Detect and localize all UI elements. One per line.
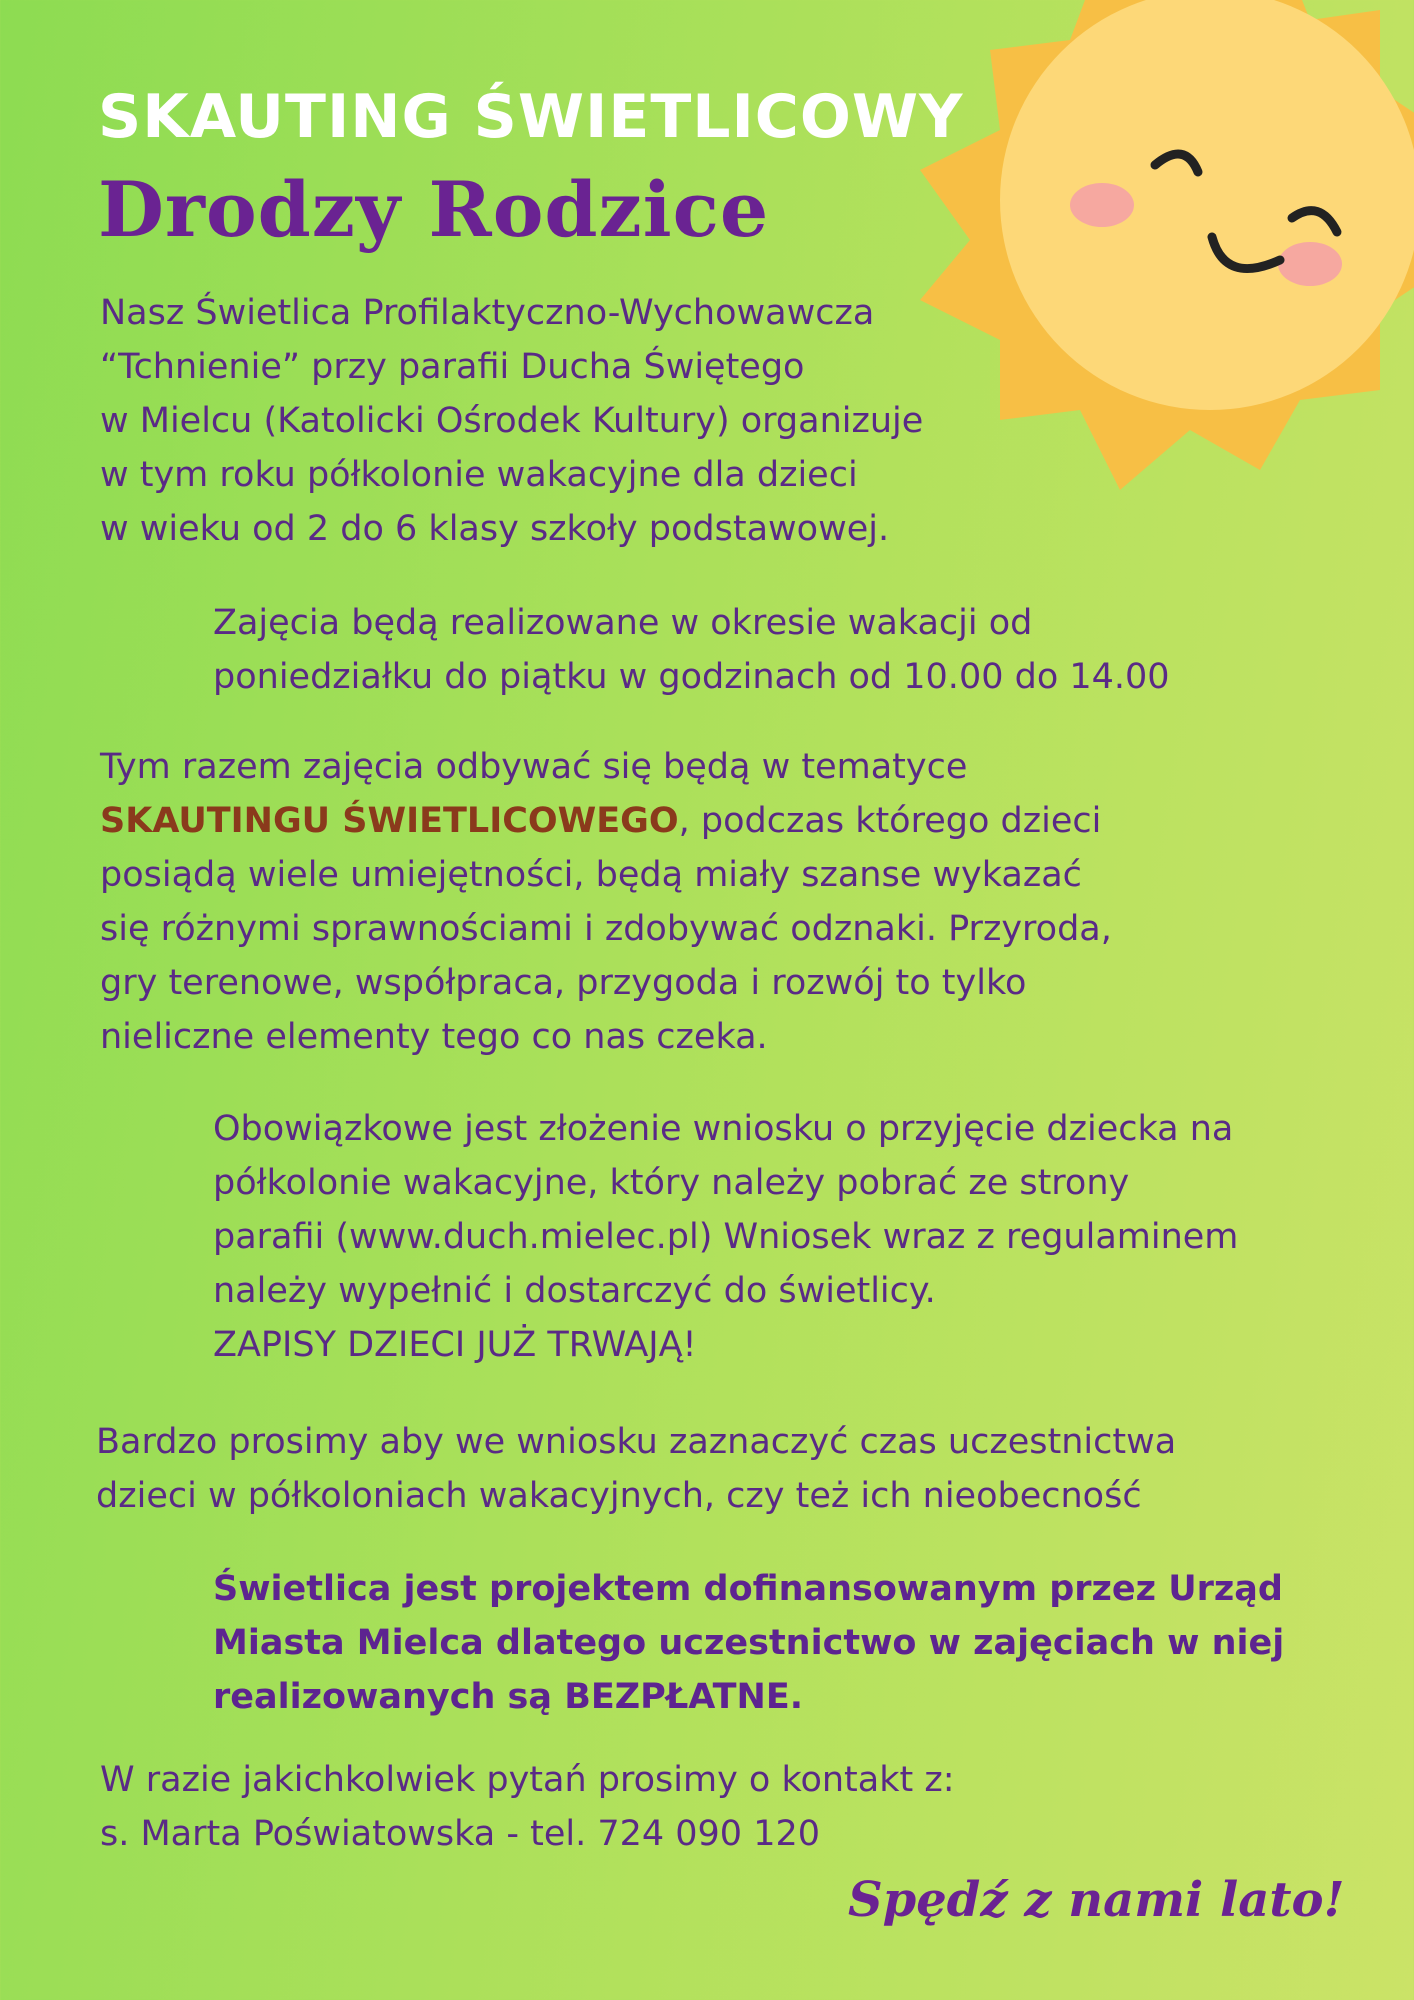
theme-highlight: SKAUTINGU ŚWIETLICOWEGO — [100, 801, 679, 841]
attendance-paragraph: Bardzo prosimy aby we wniosku zaznaczyć czas uczestnictwa dzieci w półkoloniach wakacyjnych, czy też ich nieobecność — [96, 1422, 1177, 1516]
application-paragraph: Obowiązkowe jest złożenie wniosku o przyjęcie dziecka na półkolonie wakacyjne, który należy pobrać ze strony parafii (www.duch.mielec.pl) Wniosek wraz z regulaminem należy wypełnić i dostarczyć do świetlicy. ZAPISY DZIECI JUŻ TRWAJĄ! — [213, 1109, 1239, 1365]
right-cheek — [1278, 242, 1342, 286]
schedule-paragraph: Zajęcia będą realizowane w okresie wakacji od poniedziałku do piątku w godzinach od 10.00 do 14.00 — [213, 603, 1170, 697]
page-title: SKAUTING ŚWIETLICOWY — [98, 82, 964, 152]
theme-intro-text: Tym razem zajęcia odbywać się będą w tematyce — [100, 747, 968, 787]
greeting-heading: Drodzy Rodzice — [98, 165, 770, 254]
theme-paragraph — [100, 740, 1280, 1064]
funding-paragraph: Świetlica jest projektem dofinansowanym przez Urząd Miasta Mielca dlatego uczestnictwo w zajęciach w niej realizowanych są BEZPŁATNE. — [213, 1569, 1285, 1717]
left-cheek — [1070, 183, 1134, 227]
contact-paragraph: W razie jakichkolwiek pytań prosimy o kontakt z: s. Marta Poświatowska - tel. 724 090 120 — [100, 1760, 955, 1854]
footer-slogan: Spędź z nami lato! — [848, 1872, 1345, 1928]
theme-rest-text: , podczas którego dzieci posiądą wiele umiejętności, będą miały szanse wykazać się różnymi sprawnościami i zdobywać odznaki. Przyroda, gry terenowe, współpraca, przygoda i rozwój to tylko nieliczne elementy tego co nas czeka. — [100, 801, 1112, 1057]
intro-paragraph: Nasz Świetlica Profilaktyczno-Wychowawcza “Tchnienie” przy parafii Ducha Świętego w Mielcu (Katolicki Ośrodek Kultury) organizuje w tym roku półkolonie wakacyjne dla dzieci w wieku od 2 do 6 klasy szkoły podstawowej. — [100, 293, 924, 549]
sun-face — [1000, 0, 1414, 410]
